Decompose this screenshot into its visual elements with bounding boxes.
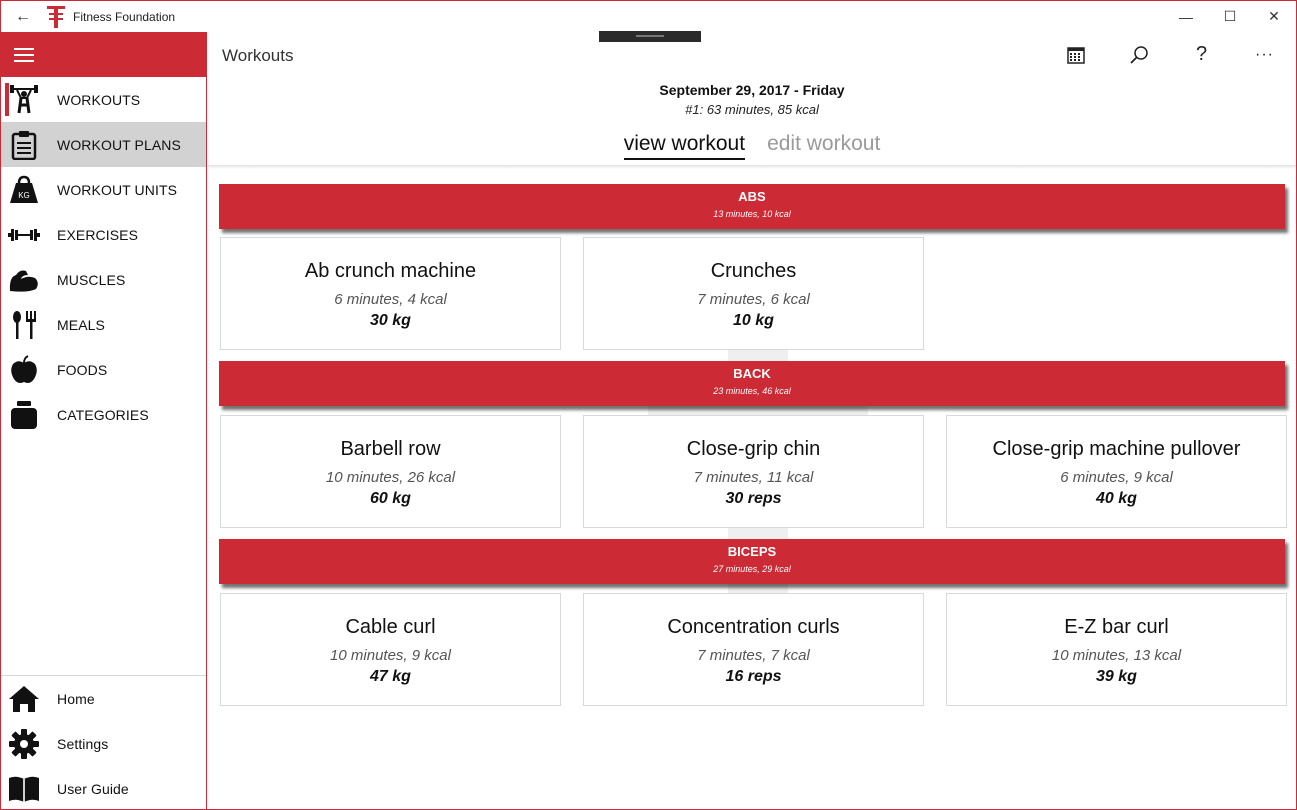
apple-icon	[1, 347, 47, 392]
app-logo-icon	[45, 5, 67, 29]
exercise-load: 39 kg	[1096, 668, 1137, 685]
maximize-icon: ☐	[1223, 8, 1237, 24]
group-header-abs	[219, 184, 1285, 229]
maximize-button[interactable]	[1208, 1, 1252, 32]
sidebar-item-label: MUSCLES	[57, 271, 126, 288]
exercise-stats: 7 minutes, 6 kcal	[697, 291, 810, 308]
main-content	[208, 32, 1296, 809]
exercise-card[interactable]	[946, 593, 1287, 706]
group-summary: 13 minutes, 10 kcal	[713, 209, 791, 219]
workout-tabs	[208, 132, 1296, 160]
sidebar-item-foods[interactable]	[1, 347, 206, 392]
exercise-card[interactable]	[583, 237, 924, 350]
exercise-stats: 6 minutes, 9 kcal	[1060, 469, 1173, 486]
exercise-stats: 7 minutes, 11 kcal	[693, 469, 814, 486]
sidebar-item-label: FOODS	[57, 361, 108, 378]
exercise-card[interactable]	[220, 237, 561, 350]
exercise-name: Cable curl	[345, 616, 436, 638]
kettlebell-icon	[1, 167, 47, 212]
header-divider	[208, 165, 1296, 169]
dumbbell-icon	[1, 212, 47, 257]
exercise-name: Ab crunch machine	[304, 260, 477, 282]
book-icon	[1, 766, 47, 810]
calendar-button[interactable]	[1044, 32, 1107, 77]
close-button[interactable]	[1252, 1, 1296, 32]
sidebar-item-label: Settings	[57, 735, 109, 752]
exercise-card[interactable]	[946, 415, 1287, 528]
search-button[interactable]	[1107, 32, 1170, 77]
workout-date: September 29, 2017 - Friday	[659, 82, 845, 98]
back-button[interactable]	[1, 1, 45, 32]
exercise-card[interactable]	[583, 415, 924, 528]
search-icon	[1129, 45, 1149, 65]
sidebar-item-workout-units[interactable]	[1, 167, 206, 212]
sidebar-item-label: MEALS	[57, 316, 105, 333]
jars-icon	[1, 392, 47, 437]
exercise-load: 30 reps	[725, 490, 782, 507]
exercise-name: Close-grip chin	[686, 438, 821, 460]
minimize-icon: —	[1179, 8, 1193, 25]
close-icon: ✕	[1268, 8, 1280, 24]
exercise-name: Crunches	[710, 260, 797, 282]
group-summary: 27 minutes, 29 kcal	[713, 564, 791, 574]
exercise-stats: 10 minutes, 9 kcal	[330, 647, 451, 664]
group-name: BICEPS	[727, 544, 777, 559]
page-title: Workouts	[222, 46, 294, 65]
exercise-load: 16 reps	[725, 668, 782, 685]
sidebar-item-label: WORKOUT UNITS	[57, 181, 178, 198]
tab-edit-workout[interactable]: edit workout	[767, 132, 881, 155]
more-button[interactable]	[1233, 32, 1296, 77]
group-summary: 23 minutes, 46 kcal	[713, 386, 791, 396]
flexed-arm-icon	[1, 257, 47, 302]
sidebar-item-exercises[interactable]	[1, 212, 206, 257]
group-header-back	[219, 361, 1285, 406]
exercise-stats: 7 minutes, 7 kcal	[697, 647, 810, 664]
sidebar-item-meals[interactable]	[1, 302, 206, 347]
gear-icon	[1, 721, 47, 766]
sidebar-bottom	[1, 675, 206, 810]
back-arrow-icon: ←	[15, 7, 31, 25]
help-icon: ?	[1195, 43, 1208, 65]
fork-spoon-icon	[1, 302, 47, 347]
exercise-load: 10 kg	[733, 312, 774, 329]
app-title: Fitness Foundation	[73, 9, 176, 24]
clipboard-icon	[1, 122, 47, 167]
sidebar-item-label: WORKOUT PLANS	[57, 136, 181, 153]
exercise-card[interactable]	[220, 593, 561, 706]
sidebar-item-label: EXERCISES	[57, 226, 139, 243]
sidebar-item-categories[interactable]	[1, 392, 206, 437]
weightlifter-icon	[1, 77, 47, 122]
workout-summary: #1: 63 minutes, 85 kcal	[685, 102, 819, 117]
group-name: BACK	[733, 366, 771, 381]
exercise-load: 60 kg	[370, 490, 411, 507]
exercise-stats: 10 minutes, 13 kcal	[1051, 647, 1182, 664]
title-bar	[1, 1, 1296, 32]
exercise-load: 30 kg	[370, 312, 411, 329]
minimize-button[interactable]	[1164, 1, 1208, 32]
sidebar-item-settings[interactable]	[1, 721, 206, 766]
sidebar-item-label: CATEGORIES	[57, 406, 149, 423]
sidebar	[1, 32, 207, 810]
exercise-card[interactable]	[220, 415, 561, 528]
exercise-name: E-Z bar curl	[1064, 616, 1169, 638]
sidebar-item-home[interactable]	[1, 676, 206, 721]
exercise-stats: 10 minutes, 26 kcal	[325, 469, 456, 486]
toolbar	[1044, 32, 1296, 77]
sidebar-item-user-guide[interactable]	[1, 766, 206, 810]
sidebar-item-label: WORKOUTS	[57, 91, 141, 108]
calendar-icon	[1067, 46, 1085, 64]
sidebar-item-workouts[interactable]	[1, 77, 206, 122]
exercise-name: Close-grip machine pullover	[992, 438, 1241, 460]
hamburger-icon	[14, 48, 34, 62]
sidebar-item-label: User Guide	[57, 780, 129, 797]
svg-text:KG: KG	[18, 190, 30, 200]
group-header-biceps	[219, 539, 1285, 584]
exercise-name: Barbell row	[340, 438, 441, 460]
help-button[interactable]	[1170, 32, 1233, 77]
tab-view-workout[interactable]: view workout	[624, 132, 745, 160]
sidebar-item-workout-plans[interactable]	[1, 122, 206, 167]
exercise-load: 47 kg	[370, 668, 411, 685]
window-controls	[1164, 1, 1296, 32]
exercise-stats: 6 minutes, 4 kcal	[334, 291, 447, 308]
hamburger-button[interactable]	[1, 32, 207, 77]
exercise-name: Concentration curls	[667, 616, 840, 638]
group-name: ABS	[738, 189, 766, 204]
sidebar-item-label: Home	[57, 690, 95, 707]
home-icon	[1, 676, 47, 721]
exercise-card[interactable]	[583, 593, 924, 706]
exercise-load: 40 kg	[1096, 490, 1137, 507]
sidebar-item-muscles[interactable]	[1, 257, 206, 302]
more-icon: ···	[1255, 45, 1274, 63]
